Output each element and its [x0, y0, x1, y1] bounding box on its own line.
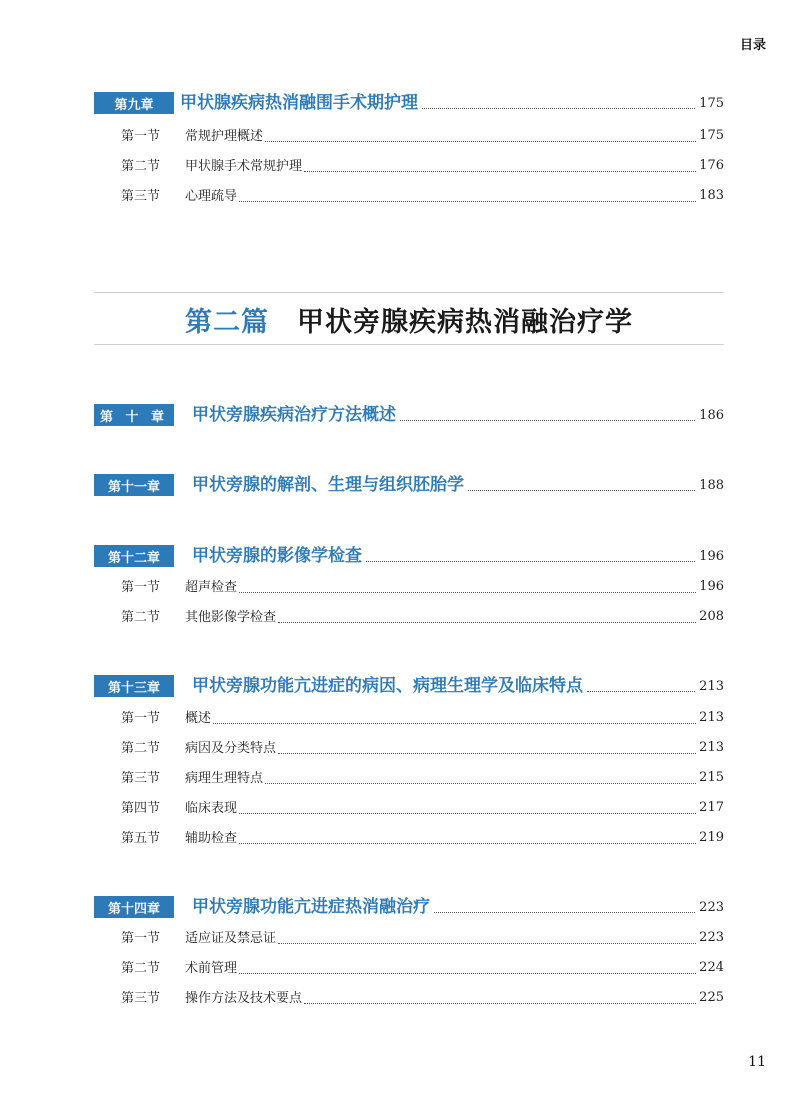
toc-section[interactable] — [121, 740, 724, 758]
dot-leader — [434, 912, 695, 913]
dot-leader — [213, 723, 696, 724]
chapter-title: 甲状旁腺功能亢进症的病因、病理生理学及临床特点 — [192, 676, 583, 696]
toc-section[interactable] — [121, 800, 724, 818]
toc-section[interactable] — [121, 990, 724, 1008]
page-number: 223 — [699, 900, 724, 915]
running-header: 目录 — [739, 38, 766, 53]
page-number: 213 — [699, 740, 724, 755]
dot-leader — [400, 420, 695, 421]
part-bottom-rule — [94, 344, 724, 345]
chapter-badge: 第九章 — [94, 92, 174, 114]
section-title: 其他影像学检查 — [185, 610, 277, 625]
page-number: 186 — [699, 408, 724, 423]
section-number: 第一节 — [121, 580, 161, 595]
page-number: 219 — [699, 830, 724, 845]
section-title: 操作方法及技术要点 — [185, 991, 303, 1006]
dot-leader — [278, 943, 696, 944]
section-number: 第四节 — [121, 801, 161, 816]
toc-section[interactable] — [121, 188, 724, 206]
page-number: 183 — [699, 188, 724, 203]
section-title: 辅助检查 — [185, 831, 238, 846]
toc-chapter-10[interactable] — [94, 404, 724, 426]
chapter-badge: 第十一章 — [94, 474, 174, 496]
section-title: 临床表现 — [185, 801, 238, 816]
toc-chapter-13[interactable] — [94, 675, 724, 697]
section-title: 病理生理特点 — [185, 771, 264, 786]
page-number: 213 — [699, 710, 724, 725]
toc-section[interactable] — [121, 158, 724, 176]
section-number: 第三节 — [121, 991, 161, 1006]
dot-leader — [468, 490, 695, 491]
toc-section[interactable] — [121, 960, 724, 978]
section-title: 超声检查 — [185, 580, 238, 595]
section-title: 术前管理 — [185, 961, 238, 976]
chapter-title: 甲状腺疾病热消融围手术期护理 — [180, 93, 418, 113]
chapter-badge: 第十二章 — [94, 545, 174, 567]
chapter-badge: 第十四章 — [94, 896, 174, 918]
page-number: 196 — [699, 579, 724, 594]
dot-leader — [366, 561, 695, 562]
dot-leader — [422, 108, 695, 109]
section-title: 心理疏导 — [185, 189, 238, 204]
dot-leader — [265, 141, 696, 142]
chapter-title: 甲状旁腺的影像学检查 — [192, 546, 362, 566]
dot-leader — [278, 753, 696, 754]
dot-leader — [239, 813, 696, 814]
dot-leader — [265, 783, 696, 784]
part-heading — [94, 300, 724, 339]
page-number: 196 — [699, 549, 724, 564]
part-title: 甲状旁腺疾病热消融治疗学 — [297, 307, 633, 338]
page-number: 188 — [699, 478, 724, 493]
section-number: 第一节 — [121, 711, 161, 726]
dot-leader — [304, 171, 696, 172]
toc-section[interactable] — [121, 609, 724, 627]
toc-chapter-9[interactable] — [94, 92, 724, 114]
chapter-title: 甲状旁腺功能亢进症热消融治疗 — [192, 897, 430, 917]
section-number: 第五节 — [121, 831, 161, 846]
section-title: 适应证及禁忌证 — [185, 931, 277, 946]
page-number: 215 — [699, 770, 724, 785]
page-number: 223 — [699, 930, 724, 945]
section-number: 第一节 — [121, 129, 161, 144]
part-top-rule — [94, 292, 724, 293]
page-number: 176 — [699, 158, 724, 173]
section-title: 病因及分类特点 — [185, 741, 277, 756]
section-title: 甲状腺手术常规护理 — [185, 159, 303, 174]
toc-section[interactable] — [121, 770, 724, 788]
dot-leader — [239, 592, 696, 593]
toc-chapter-12[interactable] — [94, 545, 724, 567]
dot-leader — [239, 201, 696, 202]
page-number: 225 — [699, 990, 724, 1005]
toc-chapter-14[interactable] — [94, 896, 724, 918]
section-number: 第三节 — [121, 771, 161, 786]
section-number: 第三节 — [121, 189, 161, 204]
toc-section[interactable] — [121, 710, 724, 728]
page-number: 175 — [699, 96, 724, 111]
section-number: 第二节 — [121, 961, 161, 976]
page-footer-number: 11 — [748, 1054, 766, 1070]
dot-leader — [304, 1003, 696, 1004]
page-number: 213 — [699, 679, 724, 694]
chapter-badge: 第十三章 — [94, 675, 174, 697]
toc-chapter-11[interactable] — [94, 474, 724, 496]
part-label: 第二篇 — [185, 307, 269, 338]
section-title: 概述 — [185, 711, 212, 726]
toc-section[interactable] — [121, 830, 724, 848]
toc-section[interactable] — [121, 128, 724, 146]
toc-section[interactable] — [121, 930, 724, 948]
section-number: 第二节 — [121, 159, 161, 174]
page-number: 208 — [699, 609, 724, 624]
dot-leader — [278, 622, 696, 623]
page-number: 224 — [699, 960, 724, 975]
section-number: 第二节 — [121, 741, 161, 756]
page-number: 175 — [699, 128, 724, 143]
dot-leader — [587, 691, 695, 692]
section-title: 常规护理概述 — [185, 129, 264, 144]
chapter-title: 甲状旁腺疾病治疗方法概述 — [192, 405, 396, 425]
chapter-badge: 第 十 章 — [94, 404, 174, 426]
toc-section[interactable] — [121, 579, 724, 597]
chapter-title: 甲状旁腺的解剖、生理与组织胚胎学 — [192, 475, 464, 495]
section-number: 第一节 — [121, 931, 161, 946]
section-number: 第二节 — [121, 610, 161, 625]
dot-leader — [239, 843, 696, 844]
dot-leader — [239, 973, 696, 974]
page-number: 217 — [699, 800, 724, 815]
